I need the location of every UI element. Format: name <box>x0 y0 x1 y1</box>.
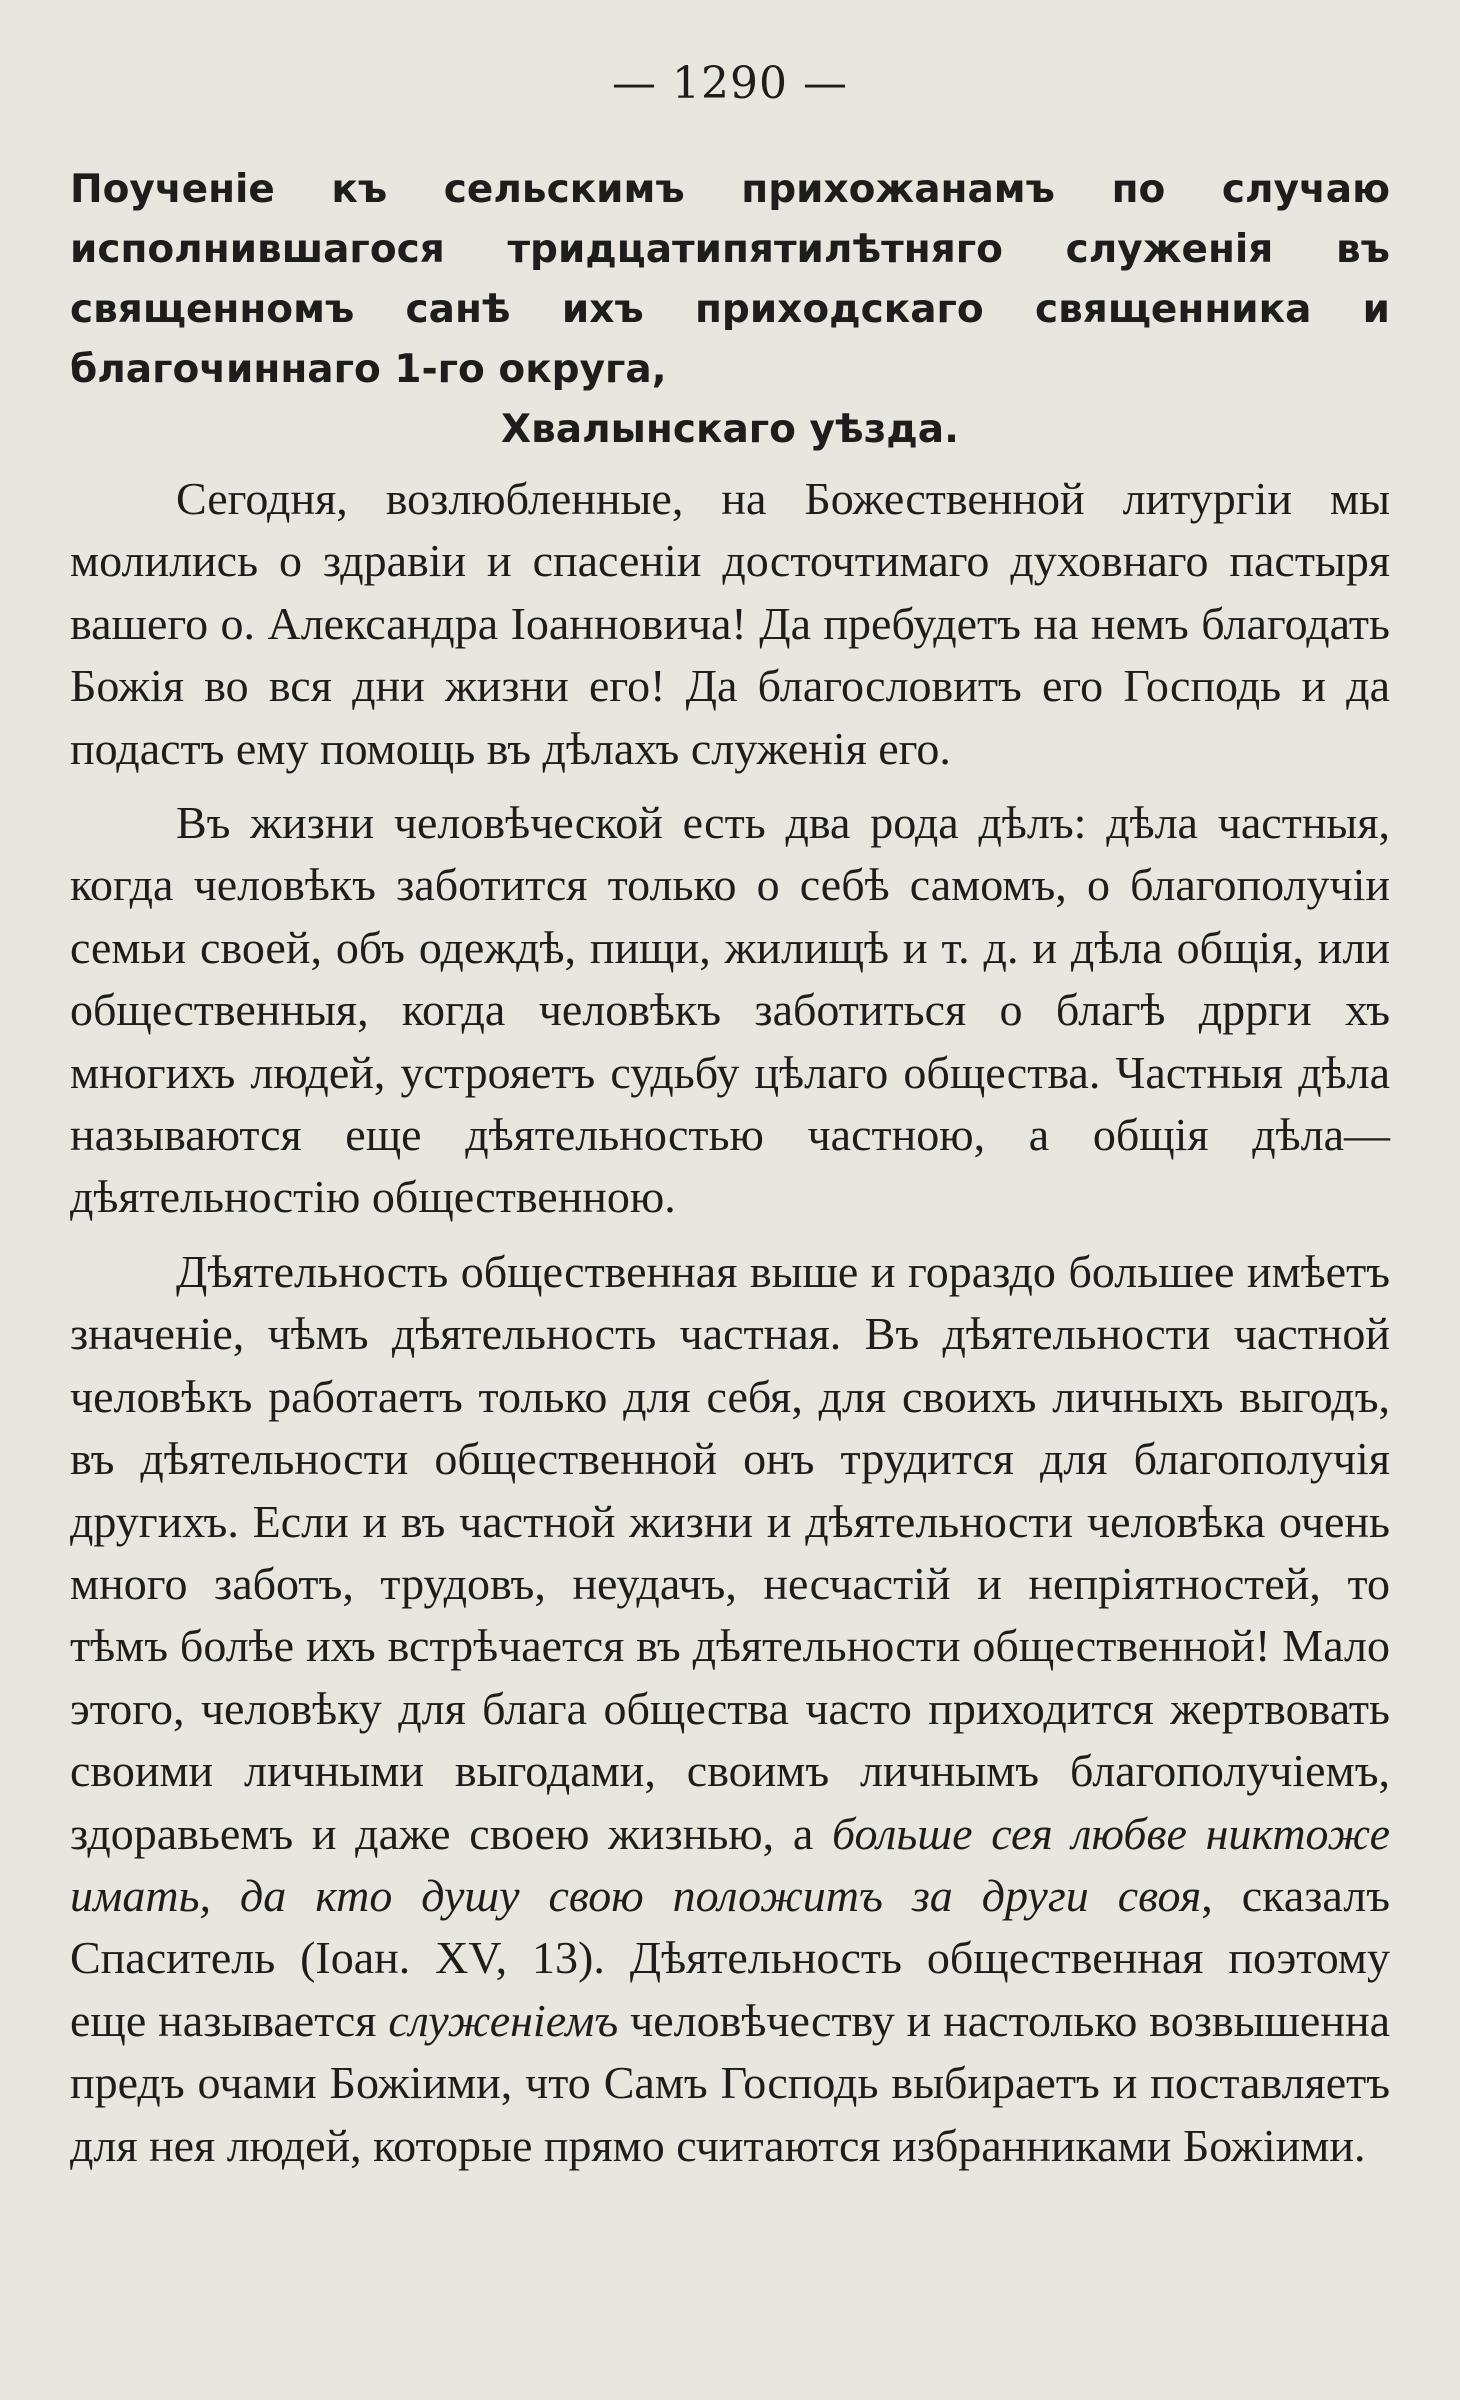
sermon-title <box>70 160 1390 460</box>
paragraph-2: Въ жизни человѣческой есть два рода дѣлъ: дѣла частныя, когда человѣкъ заботится только о себѣ самомъ, о благополучіи семьи своей, объ одеждѣ, пищи, жилищѣ и т. д. и дѣла общія, или общественныя, когда человѣкъ заботиться о благѣ дррги хъ многихъ людей, устрояетъ судьбу цѣлаго общества. Частныя дѣла называются еще дѣятельностью частною, а общія дѣла—дѣятельностію общественною. <box>70 797 1390 1223</box>
page-number: — 1290 — <box>612 58 848 109</box>
paragraph-3-text-c: человѣчеству и настолько возвышенна предъ очами Божіими, что Самъ Господь выбираетъ и поставляетъ для нея людей, которые прямо считаются избранниками Божіими. <box>70 1994 1390 2171</box>
paragraph-1: Сегодня, возлюбленные, на Божественной литургіи мы молились о здравіи и спасеніи досточтимаго духовнаго пастыря вашего о. Александра Іоанновича! Да пребудетъ на немъ благодать Божія во вся дни жизни его! Да благословитъ его Господь и да подастъ ему помощь въ дѣлахъ служенія его. <box>70 473 1390 774</box>
paragraph-3-text-a: Дѣятельность общественная выше и гораздо большее имѣетъ значеніе, чѣмъ дѣятельность частная. Въ дѣятельности частной человѣкъ работаетъ только для себя, для своихъ личныхъ выгодъ, въ дѣятельности общественной онъ трудится для благополучія другихъ. Если и въ частной жизни и дѣятельности человѣка очень много заботъ, трудовъ, неудачъ, несчастій и непріятностей, то тѣмъ болѣе ихъ встрѣчается въ дѣятельности общественной! Мало этого, человѣку для блага общества часто приходится жертвовать своими личными выгодами, своимъ личнымъ благополучіемъ, здоравьемъ и даже своею жизнью, а <box>70 1245 1390 1859</box>
paragraph-3 <box>70 1241 1390 2177</box>
text-block <box>70 160 1390 2187</box>
sermon-title-main: Поученіе къ сельскимъ прихожанамъ по случаю исполнившагося тридцатипятилѣтняго служенія въ священномъ санѣ ихъ приходскаго священника и благочиннаго 1-го округа, <box>70 167 1390 392</box>
emphasized-word: служеніемъ <box>388 1994 619 2046</box>
sermon-title-last-line: Хвалынскаго уѣзда. <box>501 407 959 452</box>
scripture-quote: больше сея любве никтоже имать, да кто душу свою положитъ за други своя <box>70 1807 1390 1921</box>
paragraph-3-text-b: , сказалъ Спаситель (Іоан. XV, 13). Дѣятельность общественная поэтому еще называется <box>70 1869 1390 2046</box>
